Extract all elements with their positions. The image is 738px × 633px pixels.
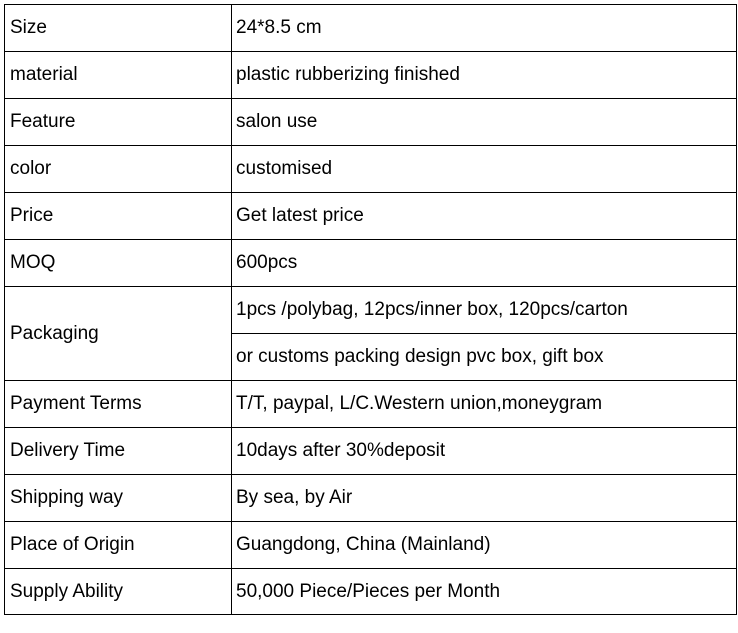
spec-label-color: color — [5, 146, 232, 193]
spec-value-packaging-line-1: 1pcs /polybag, 12pcs/inner box, 120pcs/carton — [232, 287, 737, 334]
spec-value-material: plastic rubberizing finished — [232, 52, 737, 99]
spec-value-place-of-origin: Guangdong, China (Mainland) — [232, 522, 737, 569]
spec-value-price: Get latest price — [232, 193, 737, 240]
table-row — [5, 428, 737, 475]
spec-label-delivery-time: Delivery Time — [5, 428, 232, 475]
spec-value-delivery-time: 10days after 30%deposit — [232, 428, 737, 475]
table-row — [5, 193, 737, 240]
table-row — [5, 287, 737, 334]
spec-value-size: 24*8.5 cm — [232, 5, 737, 52]
spec-label-supply-ability: Supply Ability — [5, 569, 232, 615]
spec-label-size: Size — [5, 5, 232, 52]
spec-label-price: Price — [5, 193, 232, 240]
table-row — [5, 240, 737, 287]
table-row — [5, 99, 737, 146]
table-row — [5, 146, 737, 193]
table-row — [5, 52, 737, 99]
spec-label-place-of-origin: Place of Origin — [5, 522, 232, 569]
spec-label-packaging: Packaging — [5, 287, 232, 381]
spec-value-moq: 600pcs — [232, 240, 737, 287]
table-row — [5, 5, 737, 52]
spec-label-moq: MOQ — [5, 240, 232, 287]
spec-value-shipping-way: By sea, by Air — [232, 475, 737, 522]
spec-label-payment-terms: Payment Terms — [5, 381, 232, 428]
table-row — [5, 381, 737, 428]
spec-label-feature: Feature — [5, 99, 232, 146]
spec-value-packaging-line-2: or customs packing design pvc box, gift box — [232, 334, 737, 381]
table-row — [5, 475, 737, 522]
table-row — [5, 522, 737, 569]
spec-label-material: material — [5, 52, 232, 99]
spec-label-shipping-way: Shipping way — [5, 475, 232, 522]
spec-value-supply-ability: 50,000 Piece/Pieces per Month — [232, 569, 737, 615]
spec-value-payment-terms: T/T, paypal, L/C.Western union,moneygram — [232, 381, 737, 428]
product-spec-table — [4, 4, 737, 615]
table-row — [5, 569, 737, 615]
spec-value-color: customised — [232, 146, 737, 193]
spec-value-feature: salon use — [232, 99, 737, 146]
